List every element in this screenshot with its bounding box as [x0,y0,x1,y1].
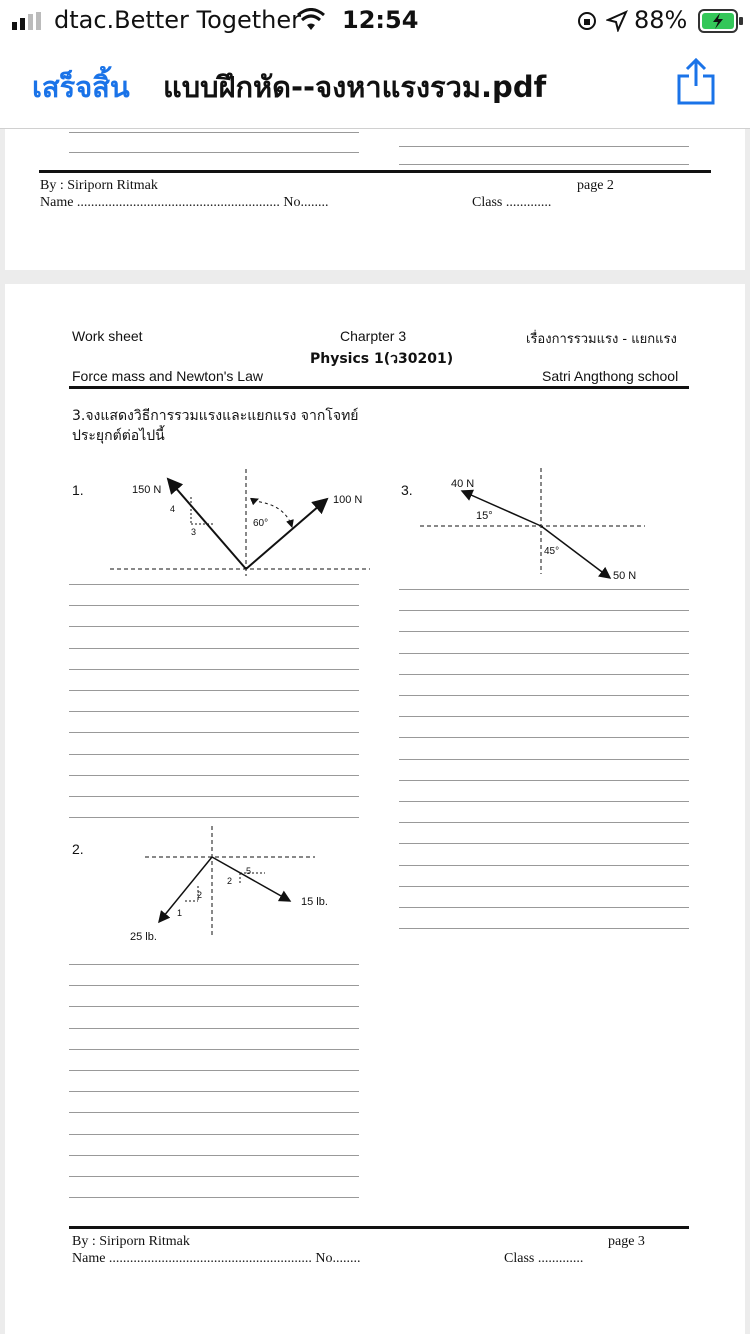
writing-line [399,610,689,611]
writing-line [69,711,359,712]
angle-label-45: 45° [544,546,560,557]
author-label: By : Siriporn Ritmak [72,1234,190,1249]
writing-line [399,865,689,866]
writing-line [69,132,359,133]
writing-line [399,759,689,760]
battery-charging-icon [698,8,746,34]
force-label-50n: 50 N [613,570,637,582]
writing-line [399,716,689,717]
signal-icon [12,12,42,30]
unit-label: Force mass and Newton's Law [72,368,263,384]
writing-line [69,985,359,986]
writing-line [399,886,689,887]
writing-line [69,732,359,733]
writing-line [69,1112,359,1113]
writing-line [399,780,689,781]
side-label-4: 4 [170,504,176,514]
writing-line [69,690,359,691]
writing-line [399,589,689,590]
writing-line [69,152,359,153]
problem-1-diagram [95,464,385,579]
footer-rule [39,170,711,173]
writing-line [69,584,359,585]
writing-line [69,605,359,606]
writing-line [69,1006,359,1007]
question-line-2: ประยุกต์ต่อไปนี้ [72,428,165,444]
writing-line [69,817,359,818]
clock: 12:54 [342,6,419,34]
writing-line [399,928,689,929]
side-label-2b: 2 [227,876,233,886]
writing-line [399,146,689,147]
force-label-40n: 40 N [451,478,475,490]
writing-line [69,1049,359,1050]
writing-line [69,669,359,670]
lock-rotation-icon [576,10,598,32]
writing-line [69,775,359,776]
problem-1-number: 1. [72,482,84,498]
writing-line [69,1176,359,1177]
writing-line [69,1028,359,1029]
problem-2-diagram [140,824,325,939]
pdf-page-2 [5,129,745,270]
writing-line [399,695,689,696]
chapter-label: Charpter 3 [340,328,407,344]
force-label-150n: 150 N [132,484,162,496]
battery-percent: 88% [634,6,688,34]
topic-label: เรื่องการรวมแรง - แยกแรง [526,332,677,347]
share-icon[interactable] [676,58,716,106]
writing-line [69,754,359,755]
writing-line [69,1070,359,1071]
class-field-label: Class ............. [504,1251,584,1266]
angle-label-15: 15° [476,510,493,522]
writing-line [69,796,359,797]
writing-line [69,1197,359,1198]
side-label-1: 1 [177,908,183,918]
force-label-25lb: 25 lb. [130,931,157,943]
name-field-label: Name .......................................................... No........ [72,1251,361,1266]
status-bar [0,0,750,42]
writing-line [399,843,689,844]
author-label: By : Siriporn Ritmak [40,178,158,193]
class-field-label: Class ............. [472,195,552,210]
school-label: Satri Angthong school [542,368,679,384]
problem-2-number: 2. [72,841,84,857]
writing-line [69,964,359,965]
force-label-100n: 100 N [333,494,363,506]
writing-line [69,1155,359,1156]
question-line-1: 3.จงแสดงวิธีการรวมแรงและแยกแรง จากโจทย์ [72,408,359,424]
carrier-label: dtac.Better Together [54,6,302,34]
worksheet-label: Work sheet [72,328,143,344]
page-number: page 2 [577,178,614,193]
name-field-label: Name .......................................................... No........ [40,195,329,210]
problem-3-number: 3. [401,482,413,498]
side-label-2: 2 [197,890,203,900]
writing-line [399,822,689,823]
writing-line [399,674,689,675]
footer-rule [69,1226,689,1229]
writing-line [399,737,689,738]
done-button[interactable]: เสร็จสิ้น [32,70,130,104]
page-number: page 3 [608,1234,645,1249]
writing-line [69,1091,359,1092]
document-title: แบบฝึกหัด--จงหาแรงรวม.pdf [163,70,547,104]
location-icon [606,10,628,32]
header-rule [69,386,689,389]
question-text [72,406,359,446]
subject-label: Physics 1(ว30201) [310,351,454,367]
writing-line [399,653,689,654]
writing-line [69,648,359,649]
writing-line [399,907,689,908]
writing-line [399,801,689,802]
side-label-5: 5 [246,866,252,876]
angle-label-60: 60° [253,518,269,529]
wifi-icon [296,8,326,32]
pdf-page-3 [5,284,745,1334]
force-label-15lb: 15 lb. [301,896,328,908]
writing-line [399,164,689,165]
writing-line [399,631,689,632]
navigation-bar [0,42,750,129]
writing-line [69,1134,359,1135]
writing-line [69,626,359,627]
side-label-3: 3 [191,527,197,537]
